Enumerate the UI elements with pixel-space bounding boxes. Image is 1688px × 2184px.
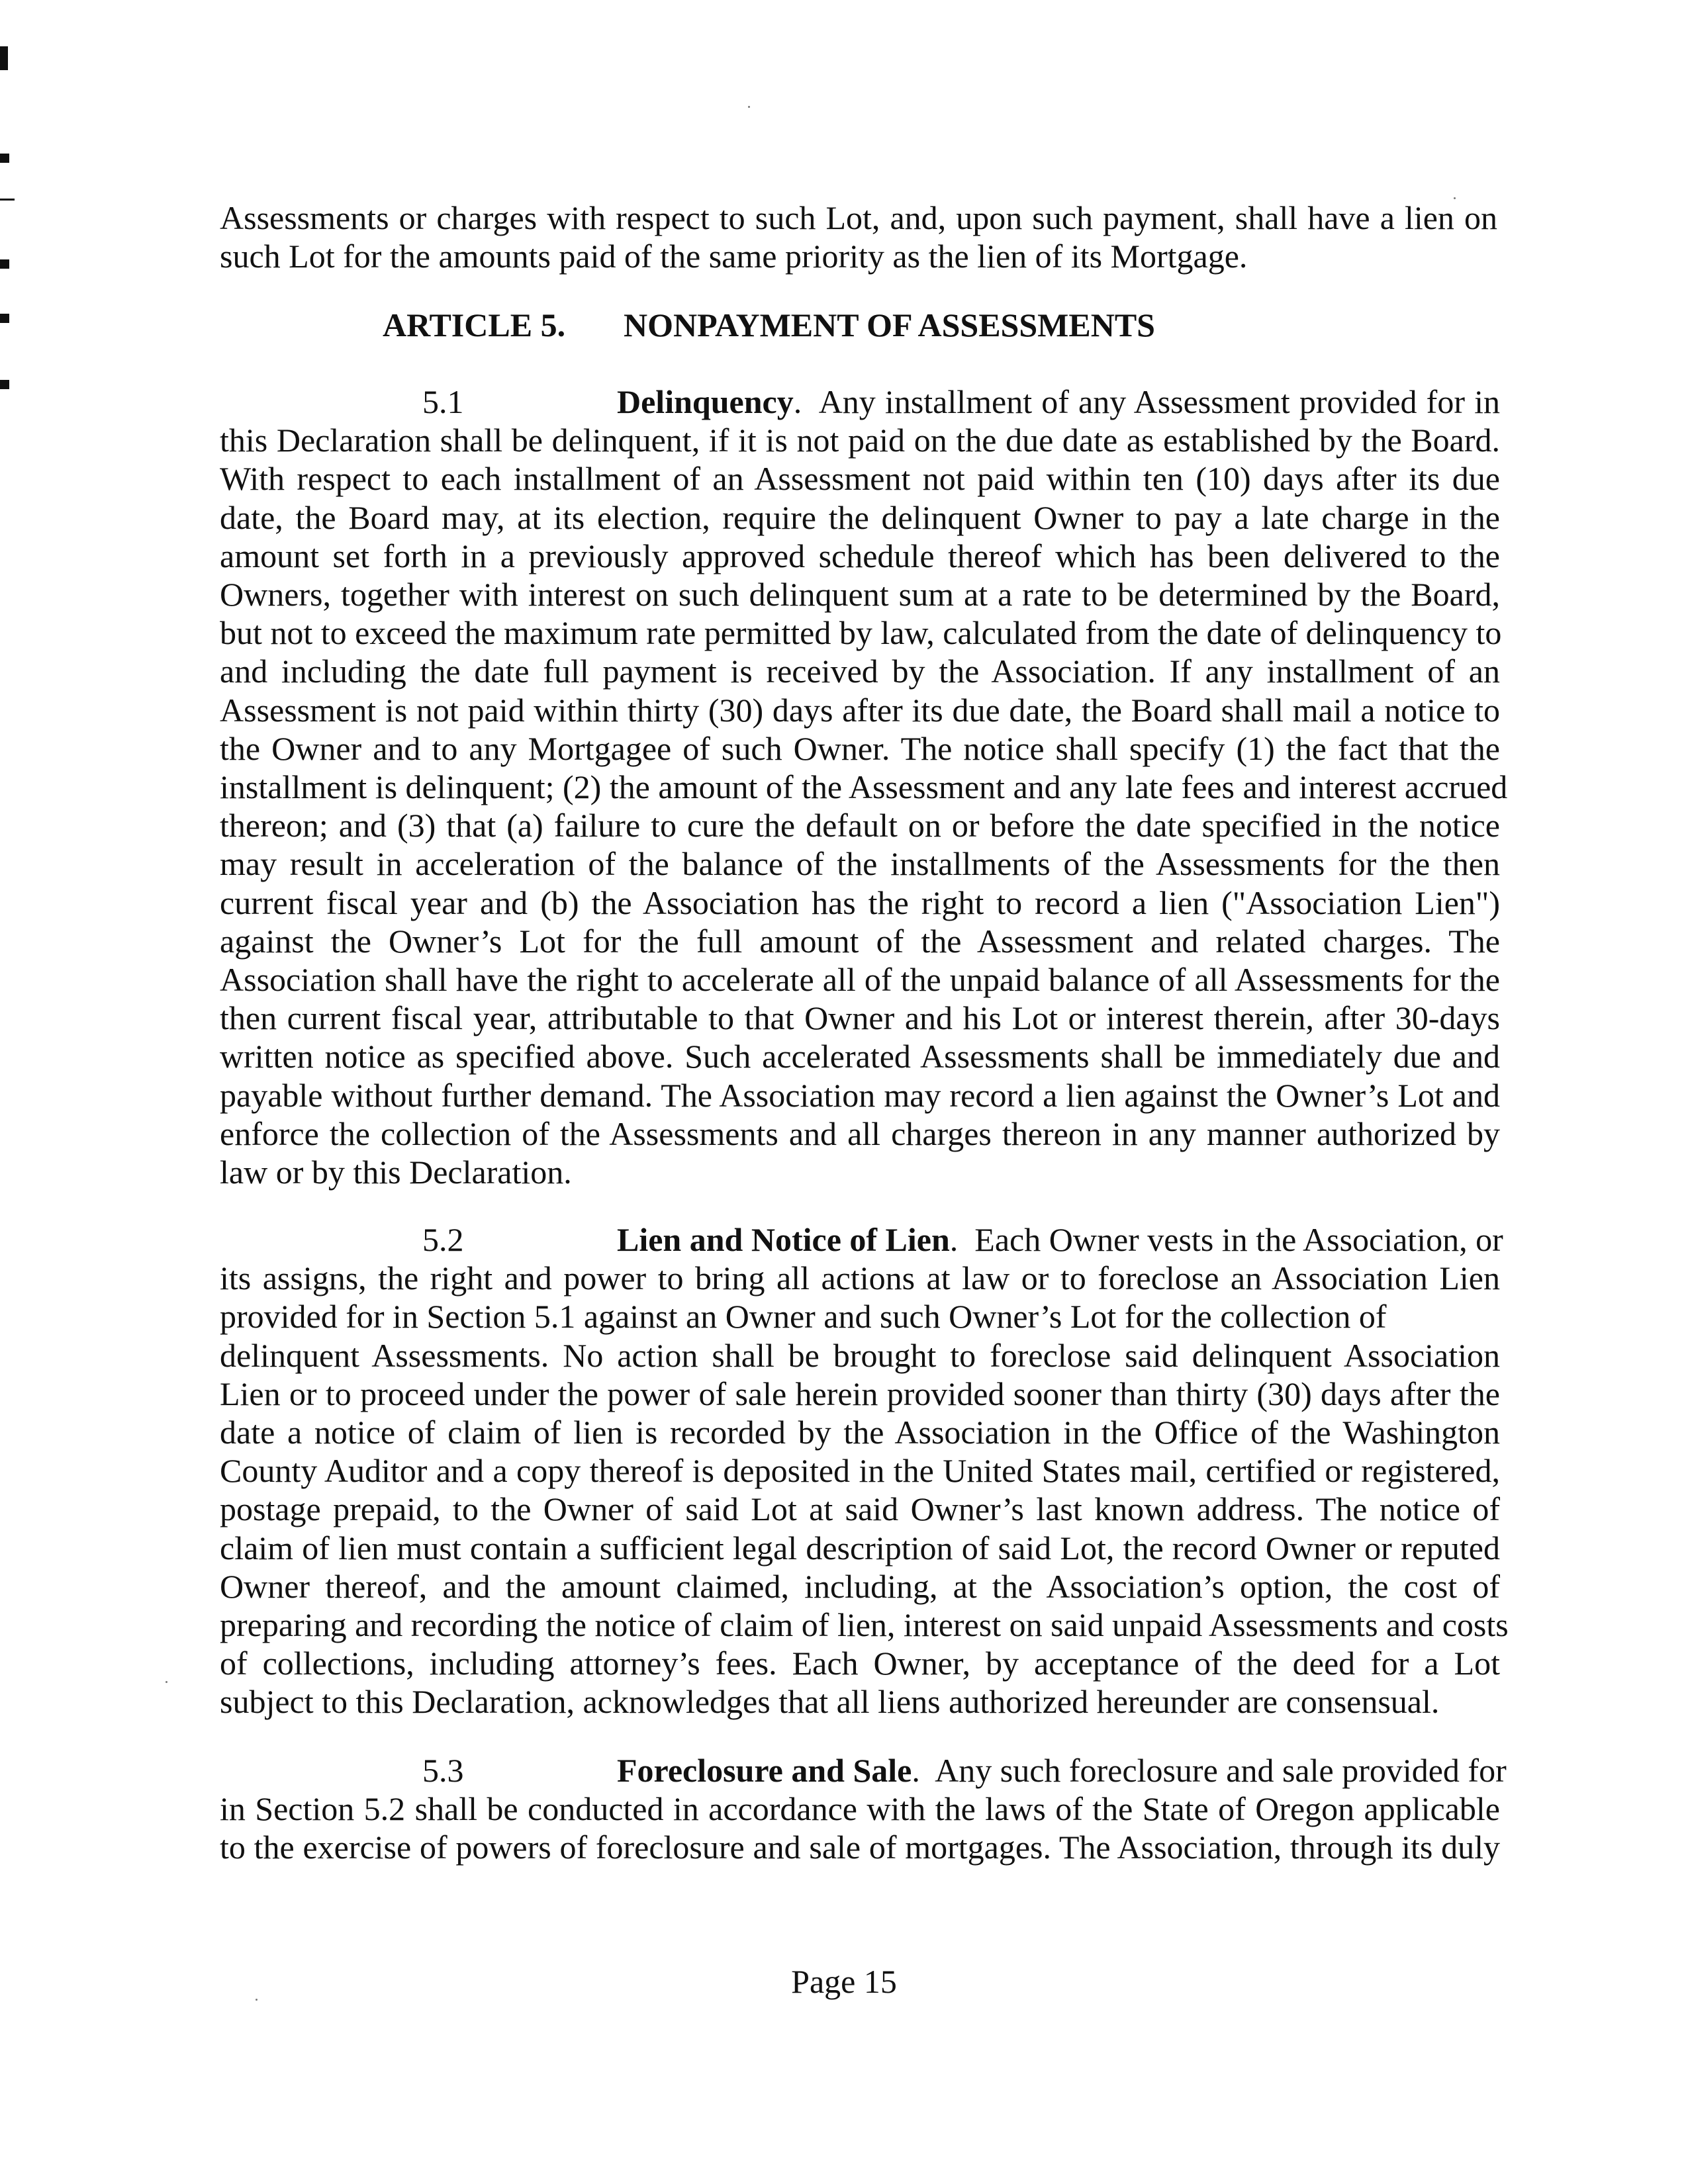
- section-5-1: [220, 383, 1508, 1191]
- section-lead: Lien and Notice of Lien. Each Owner vests in the Association, or: [617, 1221, 1503, 1258]
- text-line: subject to this Declaration, acknowledges that all liens authorized hereunder are consensual.: [220, 1683, 1440, 1721]
- text-line: Assessment is not paid within thirty (30) days after its due date, the Board shall mail a notice to: [220, 691, 1500, 729]
- text-line: enforce the collection of the Assessments and all charges thereon in any manner authorized by: [220, 1115, 1500, 1152]
- section-number: 5.1: [422, 383, 464, 420]
- text-line: its assigns, the right and power to bring all actions at law or to foreclose an Association Lien: [220, 1259, 1500, 1297]
- text-line: such Lot for the amounts paid of the same priority as the lien of its Mortgage.: [220, 238, 1248, 275]
- text-line: Association shall have the right to accelerate all of the unpaid balance of all Assessments for the: [220, 961, 1500, 999]
- text-line: but not to exceed the maximum rate permitted by law, calculated from the date of delinquency to: [220, 614, 1502, 652]
- text-line: With respect to each installment of an Assessment not paid within ten (10) days after its due: [220, 460, 1500, 498]
- text-line: then current fiscal year, attributable to that Owner and his Lot or interest therein, after 30-days: [220, 999, 1500, 1037]
- section-heading: Foreclosure and Sale: [617, 1752, 912, 1789]
- section-lead-text: Any such foreclosure and sale provided for: [935, 1752, 1507, 1789]
- text-line: the Owner and to any Mortgagee of such Owner. The notice shall specify (1) the fact that the: [220, 729, 1500, 767]
- text-line: this Declaration shall be delinquent, if it is not paid on the due date as established by the Board.: [220, 422, 1500, 459]
- section-5-2: [220, 1220, 1509, 1721]
- text-line: Owner thereof, and the amount claimed, including, at the Association’s option, the cost of: [220, 1567, 1500, 1605]
- text-line: in Section 5.2 shall be conducted in accordance with the laws of the State of Oregon applicable: [220, 1790, 1500, 1828]
- section-first-line: [220, 1751, 1507, 1790]
- article-number: ARTICLE 5.: [383, 306, 566, 343]
- text-line: law or by this Declaration.: [220, 1154, 572, 1191]
- text-line: amount set forth in a previously approved schedule thereof which has been delivered to the: [220, 537, 1500, 574]
- section-number: 5.3: [422, 1752, 464, 1789]
- text-line: date a notice of claim of lien is recorded by the Association in the Office of the Washington: [220, 1414, 1500, 1451]
- section-first-line: [220, 1220, 1503, 1259]
- scan-mark: [0, 259, 9, 269]
- section-5-3: [220, 1751, 1507, 1867]
- text-line: Assessments or charges with respect to such Lot, and, upon such payment, shall have a lien on: [220, 199, 1497, 236]
- page-number: Page 15: [791, 1963, 897, 2000]
- section-heading: Lien and Notice of Lien: [617, 1221, 950, 1258]
- text-line: thereon; and (3) that (a) failure to cure the default on or before the date specified in the notice: [220, 807, 1500, 844]
- section-lead: Delinquency. Any installment of any Assessment provided for in: [617, 383, 1500, 420]
- section-number: 5.2: [422, 1221, 464, 1258]
- text-line: County Auditor and a copy thereof is deposited in the United States mail, certified or registered,: [220, 1452, 1500, 1490]
- text-line: payable without further demand. The Association may record a lien against the Owner’s Lot and: [220, 1076, 1500, 1114]
- text-line: date, the Board may, at its election, require the delinquent Owner to pay a late charge in the: [220, 498, 1500, 536]
- text-line: to the exercise of powers of foreclosure and sale of mortgages. The Association, through its duly: [220, 1829, 1500, 1866]
- article-title: NONPAYMENT OF ASSESSMENTS: [624, 306, 1155, 343]
- scan-speck: [748, 106, 750, 108]
- text-line: Lien or to proceed under the power of sale herein provided sooner than thirty (30) days after the: [220, 1375, 1500, 1412]
- text-line: against the Owner’s Lot for the full amount of the Assessment and related charges. The: [220, 922, 1500, 960]
- scan-mark: [0, 380, 9, 389]
- intro-paragraph: [220, 199, 1497, 275]
- text-line: claim of lien must contain a sufficient legal description of said Lot, the record Owner or reputed: [220, 1529, 1500, 1567]
- scan-speck: [165, 1681, 167, 1683]
- section-lead-text: Any installment of any Assessment provided for in: [818, 383, 1500, 420]
- text-line: may result in acceleration of the balance of the installments of the Assessments for the then: [220, 845, 1500, 883]
- scan-mark: [0, 199, 15, 201]
- section-heading: Delinquency: [617, 383, 794, 420]
- text-line: and including the date full payment is received by the Association. If any installment of an: [220, 653, 1500, 690]
- text-line: delinquent Assessments. No action shall be brought to foreclose said delinquent Association: [220, 1336, 1500, 1374]
- text-line: written notice as specified above. Such accelerated Assessments shall be immediately due and: [220, 1038, 1500, 1075]
- text-line: current fiscal year and (b) the Association has the right to record a lien ("Association Lien"): [220, 884, 1500, 921]
- text-line: installment is delinquent; (2) the amount of the Assessment and any late fees and interest accrued: [220, 768, 1508, 806]
- text-line: postage prepaid, to the Owner of said Lot at said Owner’s last known address. The notice of: [220, 1490, 1500, 1528]
- text-line: preparing and recording the notice of claim of lien, interest on said unpaid Assessments and costs: [220, 1606, 1509, 1644]
- section-lead: Foreclosure and Sale. Any such foreclosure and sale provided for: [617, 1752, 1507, 1789]
- text-line: provided for in Section 5.1 against an Owner and such Owner’s Lot for the collection of: [220, 1298, 1387, 1336]
- section-lead-text: Each Owner vests in the Association, or: [974, 1221, 1503, 1258]
- text-line: Owners, together with interest on such delinquent sum at a rate to be determined by the Board,: [220, 576, 1500, 613]
- scan-mark: [0, 46, 8, 70]
- section-first-line: [220, 383, 1500, 421]
- text-line: of collections, including attorney’s fees. Each Owner, by acceptance of the deed for a Lot: [220, 1645, 1500, 1682]
- scan-mark: [0, 154, 9, 163]
- scan-mark: [0, 314, 9, 323]
